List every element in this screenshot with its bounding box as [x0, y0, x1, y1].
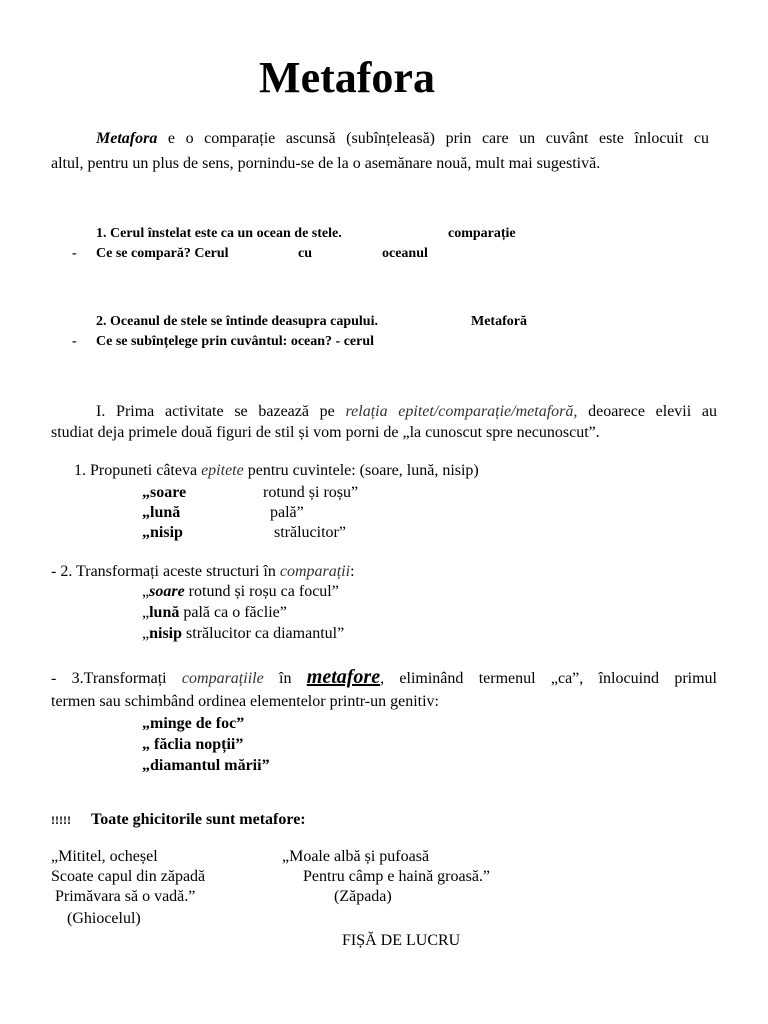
task-1-epithet: pală”: [270, 504, 304, 521]
example-1-dash: -: [72, 246, 77, 261]
example-1-question: Ce se compară? Cerul: [96, 246, 229, 261]
task-2-comparatii: comparații: [279, 563, 351, 580]
task-2-rest: rotund și roșu ca focul”: [184, 583, 339, 600]
example-2-label: Metaforă: [471, 314, 527, 329]
activity-text-b: deoarece elevii au: [577, 403, 718, 420]
activity-relation: relația epitet/comparație/metaforă,: [345, 403, 578, 420]
example-1-label: comparație: [448, 226, 516, 241]
task-1-epithet: rotund și roșu”: [263, 484, 359, 501]
riddle-1-line: Scoate capul din zăpadă: [51, 868, 206, 885]
task-3-lead: [51, 666, 717, 690]
task-1-lead-rest: pentru cuvintele: (soare, lună, nisip): [243, 462, 479, 479]
riddle-1-line: Primăvara să o vadă.”: [51, 888, 196, 905]
task-2-lead-text: - 2. Transformați aceste structuri în: [51, 563, 280, 580]
riddle-2-line: Pentru câmp e haină groasă.”: [303, 868, 491, 885]
task-2-item: [142, 601, 287, 624]
task-3-lead-c: , eliminând termenul „ca”, înlocuind primul: [380, 670, 717, 687]
example-2-dash: -: [72, 334, 77, 349]
task-2-word: soare: [149, 583, 185, 600]
task-1-word: „soare: [142, 484, 187, 501]
task-3-comparatiile: comparațiile: [181, 670, 264, 687]
activity-line-2: studiat deja primele două figuri de stil și vom porni de „la cunoscut spre necunoscut”.: [51, 424, 600, 441]
task-2-word: lună: [149, 604, 180, 621]
riddles-marks: !!!!!: [51, 813, 71, 827]
task-2-rest: pală ca o făclie”: [179, 604, 287, 621]
task-2-open-quote: „: [142, 625, 150, 642]
task-2-open-quote: „: [142, 583, 150, 600]
riddles-heading: Toate ghicitorile sunt metafore:: [91, 811, 306, 828]
example-1-cu: cu: [298, 246, 312, 261]
task-3-lead-b: în: [263, 670, 307, 687]
task-1-epithet: strălucitor”: [274, 524, 346, 541]
task-1-lead-text: 1. Propuneti câteva: [74, 462, 202, 479]
task-3-metaphor: „diamantul mării”: [142, 757, 270, 774]
activity-line-1: [96, 400, 717, 423]
task-3-metaphor: „minge de foc”: [142, 715, 245, 732]
task-1-epitete: epitete: [201, 462, 244, 479]
definition-term: Metafora: [96, 130, 158, 147]
task-2-word: nisip: [149, 625, 183, 642]
example-2-sentence: 2. Oceanul de stele se întinde deasupra capului.: [96, 314, 378, 329]
worksheet-footer: FIȘĂ DE LUCRU: [342, 932, 461, 949]
definition-line-1: [96, 127, 709, 150]
task-2-item: [142, 622, 344, 645]
riddle-1-answer: (Ghiocelul): [51, 910, 141, 927]
task-1-word: „nisip: [142, 524, 183, 541]
task-3-line-2: termen sau schimbând ordinea elementelor printr-un genitiv:: [51, 693, 439, 710]
task-2-lead-rest: :: [350, 563, 355, 580]
riddle-2-answer: (Zăpada): [334, 888, 392, 905]
riddle-2-line: „Moale albă și pufoasă: [282, 848, 430, 865]
riddle-1-line: „Mititel, ocheșel: [51, 848, 158, 865]
definition-line-1-text: e o comparație ascunsă (subînțeleasă) prin care un cuvânt este înlocuit cu: [157, 130, 709, 147]
activity-text-a: I. Prima activitate se bazează pe: [96, 403, 346, 420]
task-3-metaphor: „ făclia nopții”: [142, 736, 244, 753]
example-2-question: Ce se subînțelege prin cuvântul: ocean? - cerul: [96, 334, 375, 349]
task-1-lead: [74, 459, 479, 482]
definition-line-2: altul, pentru un plus de sens, pornindu-se de la o asemănare nouă, mult mai sugestivă.: [51, 155, 601, 172]
task-2-item: [142, 580, 339, 603]
task-3-metafore: metafore: [306, 666, 381, 688]
task-2-open-quote: „: [142, 604, 150, 621]
task-1-word: „lună: [142, 504, 181, 521]
example-1-sentence: 1. Cerul înstelat este ca un ocean de stele.: [96, 226, 342, 241]
task-2-rest: strălucitor ca diamantul”: [182, 625, 345, 642]
task-3-lead-a: - 3.Transformați: [51, 670, 182, 687]
page-title: Metafora: [259, 53, 435, 102]
example-1-ocean: oceanul: [382, 246, 428, 261]
